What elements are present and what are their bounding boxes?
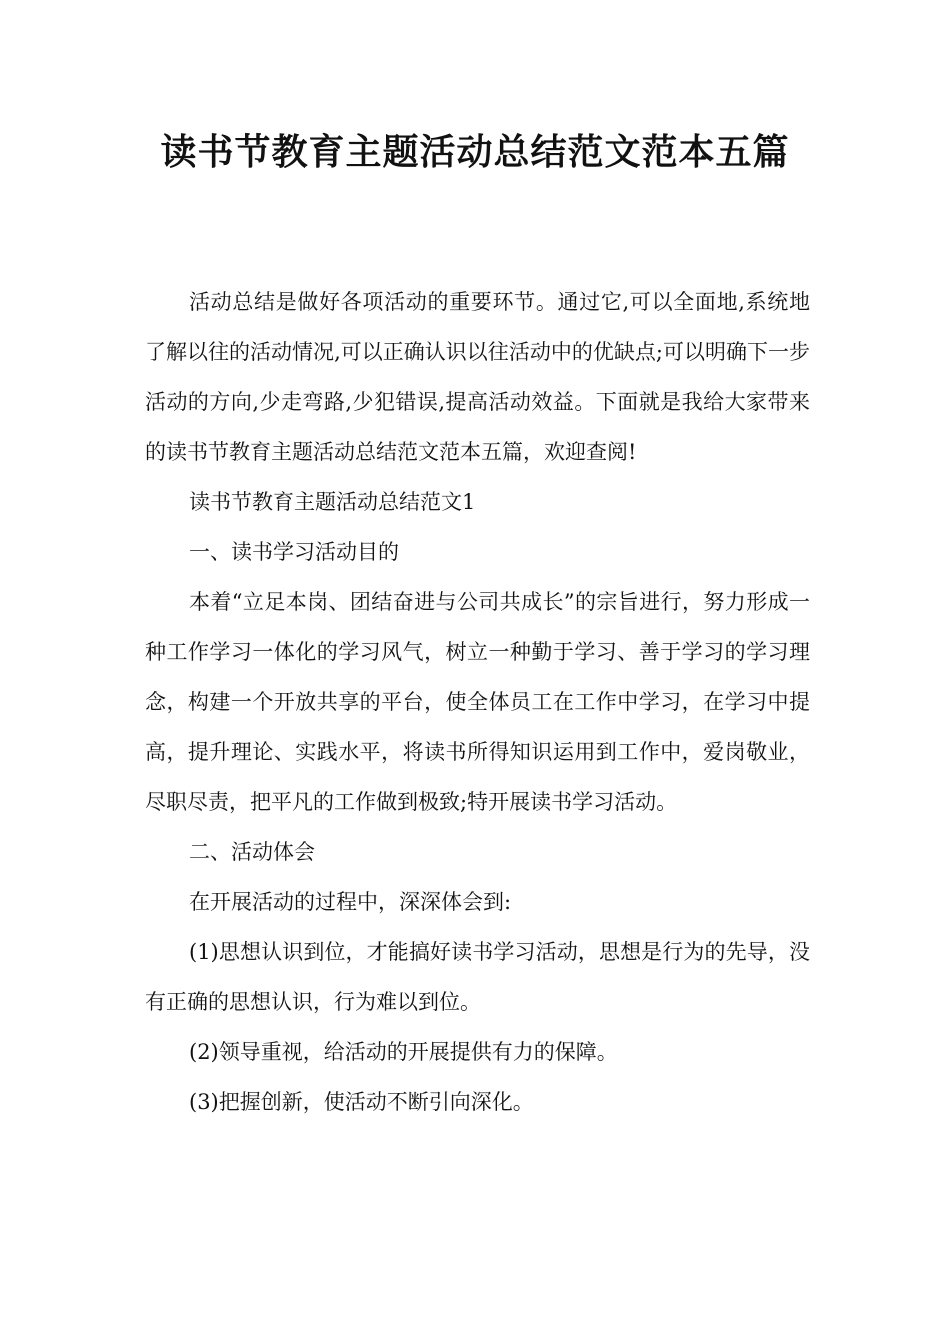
list-item: (1)思想认识到位，才能搞好读书学习活动，思想是行为的先导，没有正确的思想认识，行为难以到位。 <box>145 940 810 1014</box>
subsection-heading: 二、活动体会 <box>189 840 315 864</box>
document-title: 读书节教育主题活动总结范文范本五篇 <box>160 132 790 173</box>
section-heading: 读书节教育主题活动总结范文1 <box>189 490 476 514</box>
document-body <box>145 277 810 1127</box>
intro-paragraph: 活动总结是做好各项活动的重要环节。通过它,可以全面地,系统地了解以往的活动情况,可以正确认识以往活动中的优缺点;可以明确下一步活动的方向,少走弯路,少犯错误,提高活动效益。下面就是我给大家带来的读书节教育主题活动总结范文范本五篇，欢迎查阅! <box>145 290 810 464</box>
list-item: (2)领导重视，给活动的开展提供有力的保障。 <box>189 1040 618 1064</box>
subsection-heading: 一、读书学习活动目的 <box>189 540 399 564</box>
body-paragraph: 在开展活动的过程中，深深体会到: <box>189 890 512 914</box>
list-item: (3)把握创新，使活动不断引向深化。 <box>189 1090 534 1114</box>
body-paragraph: 本着“立足本岗、团结奋进与公司共成长”的宗旨进行，努力形成一种工作学习一体化的学习风气，树立一种勤于学习、善于学习的学习理念，构建一个开放共享的平台，使全体员工在工作中学习，在学习中提高，提升理论、实践水平，将读书所得知识运用到工作中，爱岗敬业，尽职尽责，把平凡的工作做到极致;特开展读书学习活动。 <box>145 590 810 814</box>
